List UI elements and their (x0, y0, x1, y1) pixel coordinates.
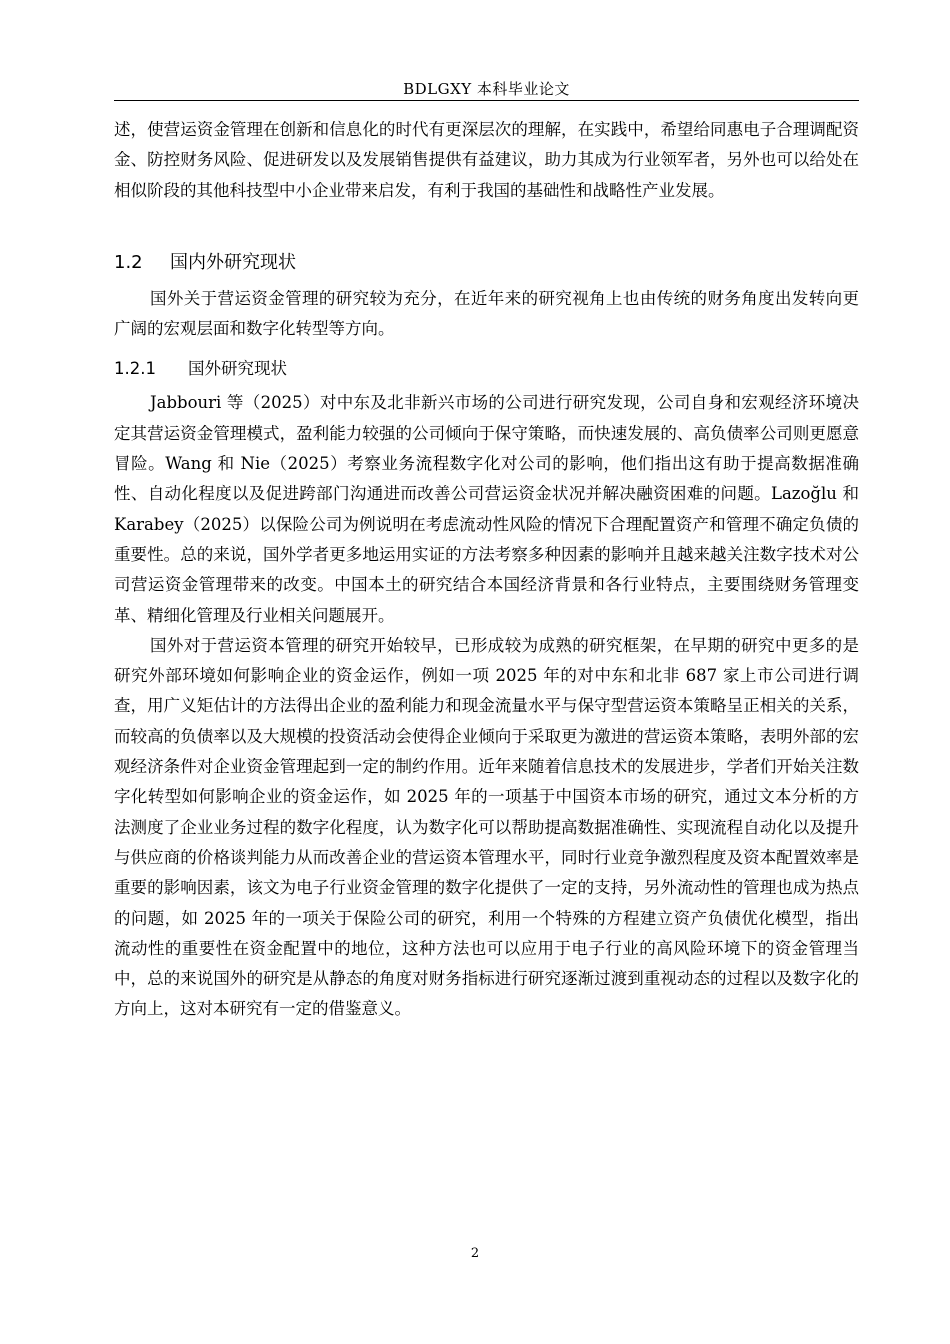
body-paragraph: 国外对于营运资本管理的研究开始较早，已形成较为成熟的研究框架，在早期的研究中更多的是研究外部环境如何影响企业的资金运作，例如一项 2025 年的对中东和北非 687 家上市公司进行调查，用广义矩估计的方法得出企业的盈利能力和现金流量水平与保守型营运资本策略呈正相关的关系，而较高的负债率以及大规模的投资活动会使得企业倾向于采取更为激进的营运资本策略，表明外部的宏观经济条件对企业资金管理起到一定的制约作用。近年来随着信息技术的发展进步，学者们开始关注数字化转型如何影响企业的资金运作，如 2025 年的一项基于中国资本市场的研究，通过文本分析的方法测度了企业业务过程的数字化程度，认为数字化可以帮助提高数据准确性、实现流程自动化以及提升与供应商的价格谈判能力从而改善企业的营运资本管理水平，同时行业竞争激烈程度及资本配置效率是重要的影响因素，该文为电子行业资金管理的数字化提供了一定的支持，另外流动性的管理也成为热点的问题，如 2025 年的一项关于保险公司的研究，利用一个特殊的方程建立资产负债优化模型，指出流动性的重要性在资金配置中的地位，这种方法也可以应用于电子行业的高风险环境下的资金管理当中，总的来说国外的研究是从静态的角度对财务指标进行研究逐渐过渡到重视动态的过程以及数字化的方向上，这对本研究有一定的借鉴意义。 (114, 635, 859, 1019)
section-heading (114, 248, 859, 278)
section-title: 国内外研究现状 (170, 251, 296, 273)
page-number: 2 (470, 1246, 480, 1261)
running-header: BDLGXY 本科毕业论文 (403, 80, 570, 98)
section-paragraph: 国外关于营运资金管理的研究较为充分，在近年来的研究视角上也由传统的财务角度出发转向更广阔的宏观层面和数字化转型等方向。 (114, 288, 859, 339)
page-body (114, 115, 859, 1025)
body-paragraph: Jabbouri 等（2025）对中东及北非新兴市场的公司进行研究发现，公司自身和宏观经济环境决定其营运资金管理模式，盈利能力较强的公司倾向于保守策略，而快速发展的、高负债率公司则更愿意冒险。Wang 和 Nie（2025）考察业务流程数字化对公司的影响，他们指出这有助于提高数据准确性、自动化程度以及促进跨部门沟通进而改善公司营运资金状况并解决融资困难的问题。Lazoğlu 和 Karabey（2025）以保险公司为例说明在考虑流动性风险的情况下合理配置资产和管理不确定负债的重要性。总的来说，国外学者更多地运用实证的方法考察多种因素的影响并且越来越关注数字技术对公司营运资金管理带来的改变。中国本土的研究结合本国经济背景和各行业特点，主要围绕财务管理变革、精细化管理及行业相关问题展开。 (114, 393, 859, 625)
subsection-heading (114, 354, 859, 384)
section-number: 1.2 (114, 251, 143, 273)
subsection-title: 国外研究现状 (188, 359, 287, 379)
subsection-number: 1.2.1 (114, 359, 156, 379)
intro-paragraph: 述，使营运资金管理在创新和信息化的时代有更深层次的理解，在实践中，希望给同惠电子合理调配资金、防控财务风险、促进研发以及发展销售提供有益建议，助力其成为行业领军者，另外也可以给处在相似阶段的其他科技型中小企业带来启发，有利于我国的基础性和战略性产业发展。 (114, 120, 859, 200)
header-divider (114, 100, 859, 101)
